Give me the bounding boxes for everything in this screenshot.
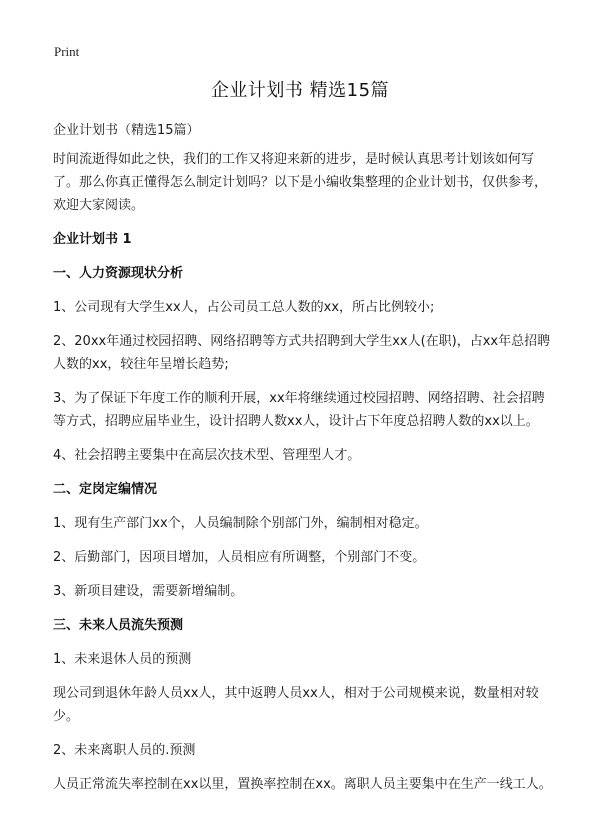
paragraph-retirement-title: 1、未来退休人员的预测 [53, 652, 192, 667]
paragraph-hr-item-1: 1、公司现有大学生xx人，占公司员工总人数的xx，所占比例较小; [53, 300, 435, 315]
paragraph-staffing-item-2: 2、后勤部门，因项目增加，人员相应有所调整，个别部门不变。 [53, 550, 426, 565]
paragraph-staffing-item-3: 3、新项目建设，需要新增编制。 [53, 584, 244, 599]
document-subtitle: 企业计划书（精选15篇） [53, 123, 200, 138]
document-body [53, 119, 555, 807]
paragraph-retirement-detail: 现公司到退休年龄人员xx人，其中返聘人员xx人，相对于公司规模来说，数量相对较少。 [53, 686, 539, 724]
paragraph-staffing-item-1: 1、现有生产部门xx个，人员编制除个别部门外，编制相对稳定。 [53, 516, 428, 531]
section-heading-attrition: 三、未来人员流失预测 [53, 618, 184, 633]
paragraph-hr-item-3: 3、为了保证下年度工作的顺利开展，xx年将继续通过校园招聘、网络招聘、社会招聘等方式，招聘应届毕业生，设计招聘人数xx人，设计占下年度总招聘人数的xx以上。 [53, 391, 545, 429]
section-heading-staffing: 二、定岗定编情况 [53, 482, 158, 497]
document-title: 企业计划书 精选15篇 [210, 80, 390, 101]
paragraph-hr-item-2: 2、20xx年通过校园招聘、网络招聘等方式共招聘到大学生xx人(在职)，占xx年总招聘人数的xx，较往年呈增长趋势; [53, 334, 551, 372]
paragraph-hr-item-4: 4、社会招聘主要集中在高层次技术型、管理型人才。 [53, 448, 361, 463]
section-heading-hr-status: 一、人力资源现状分析 [53, 266, 184, 281]
print-label: Print [54, 44, 80, 59]
paragraph-turnover-detail: 人员正常流失率控制在xx以里，置换率控制在xx。离职人员主要集中在生产一线工人。 [53, 777, 552, 792]
paragraph-turnover-title: 2、未来离职人员的.预测 [53, 743, 196, 758]
intro-paragraph: 时间流逝得如此之快，我们的工作又将迎来新的进步，是时候认真思考计划该如何写了。那么你真正懂得怎么制定计划吗？以下是小编收集整理的企业计划书，仅供参考，欢迎大家阅读。 [53, 152, 548, 213]
section-heading-plan-1: 企业计划书 1 [53, 232, 132, 247]
